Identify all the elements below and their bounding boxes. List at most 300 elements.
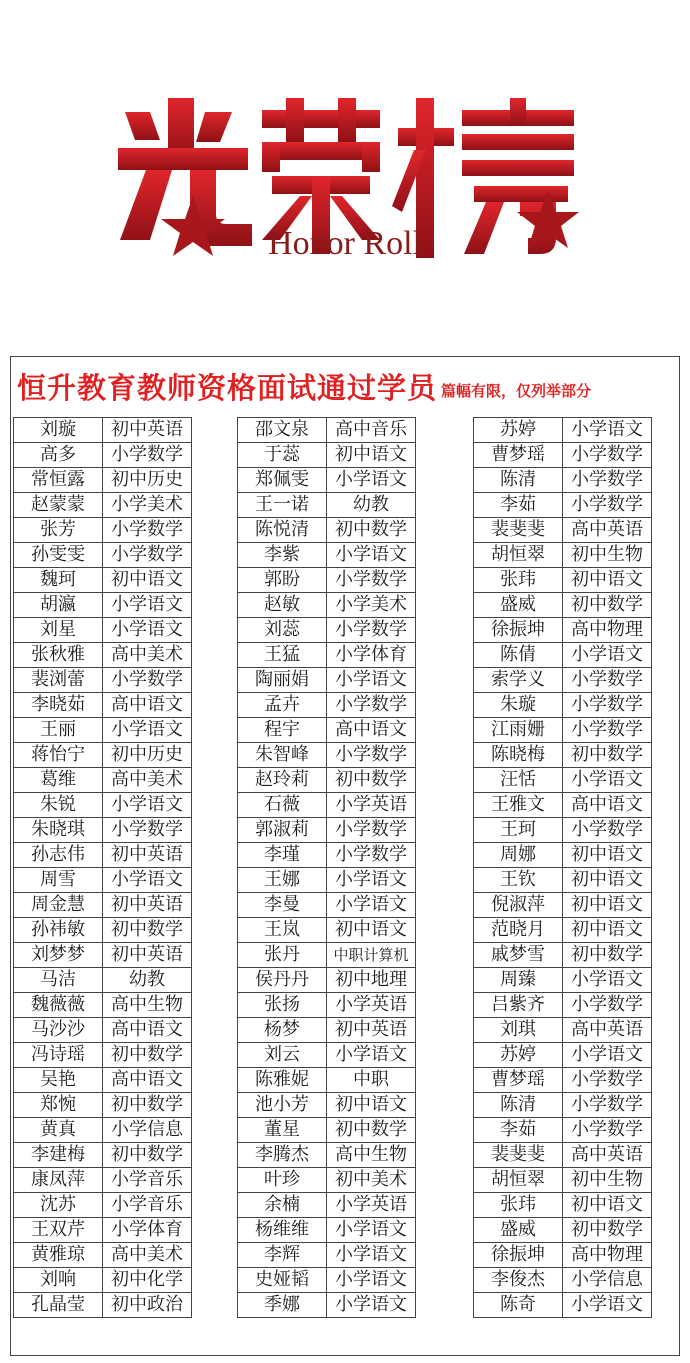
subject: 小学语文: [327, 1268, 416, 1293]
table-row: [474, 1093, 652, 1118]
board-note: 篇幅有限，仅列举部分: [441, 381, 592, 400]
student-name: 朱锐: [14, 793, 103, 818]
subject: 小学语文: [327, 1293, 416, 1318]
table-row: [474, 1218, 652, 1243]
subject: 小学英语: [327, 1193, 416, 1218]
student-name: 裴斐斐: [474, 1143, 563, 1168]
roster-table-3: [473, 417, 652, 1318]
student-name: 于蕊: [238, 443, 327, 468]
student-name: 杨梦: [238, 1018, 327, 1043]
table-row: [14, 518, 192, 543]
student-name: 侯丹丹: [238, 968, 327, 993]
student-name: 王双芹: [14, 1218, 103, 1243]
logo-subtitle: Honor Roll: [268, 225, 422, 262]
table-row: [14, 543, 192, 568]
subject: 小学音乐: [103, 1168, 192, 1193]
table-row: [14, 1043, 192, 1068]
student-name: 杨维维: [238, 1218, 327, 1243]
subject: 初中数学: [563, 743, 652, 768]
table-row: [14, 793, 192, 818]
table-row: [238, 593, 416, 618]
student-name: 蒋怡宁: [14, 743, 103, 768]
table-row: [474, 668, 652, 693]
roster-table-1: [13, 417, 192, 1318]
student-name: 陈悦清: [238, 518, 327, 543]
table-row: [238, 1068, 416, 1093]
student-name: 张秋雅: [14, 643, 103, 668]
subject: 初中数学: [103, 1093, 192, 1118]
subject: 高中语文: [563, 793, 652, 818]
subject: 小学数学: [103, 543, 192, 568]
subject: 初中数学: [103, 1043, 192, 1068]
subject: 小学语文: [327, 468, 416, 493]
subject: 初中数学: [563, 943, 652, 968]
student-name: 曹梦瑶: [474, 443, 563, 468]
subject: 高中语文: [103, 693, 192, 718]
student-name: 裴浏蕾: [14, 668, 103, 693]
table-row: [238, 1093, 416, 1118]
subject: 初中英语: [103, 418, 192, 443]
table-row: [474, 543, 652, 568]
student-name: 刘云: [238, 1043, 327, 1068]
table-row: [238, 493, 416, 518]
subject: 初中语文: [563, 918, 652, 943]
student-name: 徐振坤: [474, 1243, 563, 1268]
subject: 小学数学: [563, 668, 652, 693]
subject: 初中数学: [327, 768, 416, 793]
subject: 小学数学: [563, 1118, 652, 1143]
table-row: [474, 1018, 652, 1043]
student-name: 陈奇: [474, 1293, 563, 1318]
logo-graphic: [0, 0, 690, 330]
student-name: 盛威: [474, 1218, 563, 1243]
table-row: [14, 1293, 192, 1318]
student-name: 王岚: [238, 918, 327, 943]
student-name: 张玮: [474, 1193, 563, 1218]
table-row: [238, 418, 416, 443]
subject: 小学数学: [563, 693, 652, 718]
table-row: [238, 1043, 416, 1068]
student-name: 王钦: [474, 868, 563, 893]
table-row: [14, 693, 192, 718]
subject: 小学语文: [327, 1218, 416, 1243]
table-row: [14, 868, 192, 893]
student-name: 徐振坤: [474, 618, 563, 643]
subject: 小学语文: [327, 868, 416, 893]
student-name: 李曼: [238, 893, 327, 918]
table-row: [474, 418, 652, 443]
subject: 小学语文: [327, 543, 416, 568]
subject: 高中物理: [563, 1243, 652, 1268]
student-name: 苏婷: [474, 418, 563, 443]
table-row: [14, 668, 192, 693]
roster-table-2: [237, 417, 416, 1318]
table-row: [14, 1118, 192, 1143]
subject: 初中数学: [563, 1218, 652, 1243]
student-name: 孙志伟: [14, 843, 103, 868]
subject: 小学语文: [327, 1243, 416, 1268]
subject: 初中语文: [327, 1093, 416, 1118]
subject: 小学数学: [563, 1068, 652, 1093]
student-name: 胡瀛: [14, 593, 103, 618]
subject: 初中化学: [103, 1268, 192, 1293]
table-row: [474, 868, 652, 893]
student-name: 孙祎敏: [14, 918, 103, 943]
subject: 初中数学: [103, 1143, 192, 1168]
table-row: [238, 718, 416, 743]
subject: 小学语文: [563, 1293, 652, 1318]
student-name: 余楠: [238, 1193, 327, 1218]
table-row: [238, 1193, 416, 1218]
table-row: [14, 768, 192, 793]
subject: 小学音乐: [103, 1193, 192, 1218]
student-name: 马沙沙: [14, 1018, 103, 1043]
subject: 小学英语: [327, 993, 416, 1018]
table-row: [238, 1118, 416, 1143]
table-row: [474, 793, 652, 818]
subject: 小学数学: [327, 843, 416, 868]
table-row: [474, 993, 652, 1018]
subject: 高中英语: [563, 1018, 652, 1043]
student-name: 高多: [14, 443, 103, 468]
student-name: 石薇: [238, 793, 327, 818]
table-row: [474, 1043, 652, 1068]
subject: 初中英语: [103, 843, 192, 868]
table-row: [474, 468, 652, 493]
subject: 小学体育: [327, 643, 416, 668]
subject: 幼教: [327, 493, 416, 518]
student-name: 索学义: [474, 668, 563, 693]
student-name: 刘璇: [14, 418, 103, 443]
table-row: [14, 1168, 192, 1193]
table-row: [14, 568, 192, 593]
table-row: [474, 893, 652, 918]
table-row: [474, 718, 652, 743]
table-row: [238, 968, 416, 993]
subject: 高中音乐: [327, 418, 416, 443]
subject: 小学数学: [563, 818, 652, 843]
subject: 初中英语: [103, 893, 192, 918]
table-row: [14, 743, 192, 768]
subject: 中职: [327, 1068, 416, 1093]
student-name: 李紫: [238, 543, 327, 568]
subject: 小学数学: [563, 1093, 652, 1118]
table-row: [474, 693, 652, 718]
table-row: [14, 1143, 192, 1168]
subject: 小学语文: [563, 968, 652, 993]
table-row: [14, 893, 192, 918]
student-name: 李腾杰: [238, 1143, 327, 1168]
table-row: [14, 843, 192, 868]
table-row: [474, 1293, 652, 1318]
student-name: 倪淑萍: [474, 893, 563, 918]
subject: 小学语文: [103, 618, 192, 643]
student-name: 朱智峰: [238, 743, 327, 768]
subject: 高中英语: [563, 518, 652, 543]
student-name: 戚梦雪: [474, 943, 563, 968]
subject: 小学数学: [563, 468, 652, 493]
subject: 小学语文: [563, 418, 652, 443]
student-name: 曹梦瑶: [474, 1068, 563, 1093]
table-row: [238, 943, 416, 968]
student-name: 陈晓梅: [474, 743, 563, 768]
table-row: [14, 468, 192, 493]
table-row: [238, 568, 416, 593]
table-row: [14, 1018, 192, 1043]
subject: 高中美术: [103, 643, 192, 668]
subject: 小学数学: [103, 668, 192, 693]
table-row: [474, 743, 652, 768]
table-row: [14, 968, 192, 993]
subject: 初中政治: [103, 1293, 192, 1318]
student-name: 沈苏: [14, 1193, 103, 1218]
table-row: [474, 493, 652, 518]
student-name: 刘琪: [474, 1018, 563, 1043]
subject: 小学数学: [103, 518, 192, 543]
subject: 小学数学: [563, 493, 652, 518]
student-name: 陈倩: [474, 643, 563, 668]
table-row: [14, 1243, 192, 1268]
student-name: 冯诗瑶: [14, 1043, 103, 1068]
table-row: [238, 818, 416, 843]
table-row: [474, 918, 652, 943]
table-row: [14, 493, 192, 518]
student-name: 刘响: [14, 1268, 103, 1293]
subject: 初中生物: [563, 1168, 652, 1193]
subject: 初中历史: [103, 468, 192, 493]
table-row: [238, 768, 416, 793]
table-row: [474, 618, 652, 643]
subject: 小学数学: [327, 618, 416, 643]
table-row: [474, 843, 652, 868]
subject: 初中生物: [563, 543, 652, 568]
table-row: [14, 993, 192, 1018]
table-row: [238, 1218, 416, 1243]
student-name: 周雪: [14, 868, 103, 893]
student-name: 王珂: [474, 818, 563, 843]
student-name: 汪恬: [474, 768, 563, 793]
table-row: [238, 518, 416, 543]
subject: 小学信息: [103, 1118, 192, 1143]
student-name: 常恒露: [14, 468, 103, 493]
table-row: [238, 1018, 416, 1043]
student-name: 张玮: [474, 568, 563, 593]
student-name: 郭盼: [238, 568, 327, 593]
student-name: 朱晓琪: [14, 818, 103, 843]
table-row: [474, 1168, 652, 1193]
table-row: [238, 443, 416, 468]
table-row: [474, 768, 652, 793]
student-name: 孟卉: [238, 693, 327, 718]
table-row: [238, 543, 416, 568]
subject: 高中语文: [103, 1068, 192, 1093]
subject: 初中语文: [327, 918, 416, 943]
table-row: [14, 643, 192, 668]
subject: 初中数学: [327, 1118, 416, 1143]
subject: 初中语文: [563, 843, 652, 868]
subject: 小学语文: [563, 1043, 652, 1068]
student-name: 王猛: [238, 643, 327, 668]
subject: 初中数学: [563, 593, 652, 618]
student-name: 赵敏: [238, 593, 327, 618]
table-row: [238, 693, 416, 718]
table-row: [238, 918, 416, 943]
student-name: 康凤萍: [14, 1168, 103, 1193]
student-name: 李茹: [474, 1118, 563, 1143]
subject: 初中语文: [103, 568, 192, 593]
table-row: [474, 1268, 652, 1293]
student-name: 刘梦梦: [14, 943, 103, 968]
table-row: [474, 568, 652, 593]
student-name: 范晓月: [474, 918, 563, 943]
subject: 小学语文: [327, 668, 416, 693]
student-name: 王雅文: [474, 793, 563, 818]
table-row: [474, 968, 652, 993]
table-row: [474, 1068, 652, 1093]
student-name: 李建梅: [14, 1143, 103, 1168]
subject: 小学数学: [563, 443, 652, 468]
student-name: 葛维: [14, 768, 103, 793]
table-row: [14, 618, 192, 643]
subject: 初中历史: [103, 743, 192, 768]
subject: 小学语文: [327, 893, 416, 918]
table-row: [14, 1093, 192, 1118]
table-row: [238, 468, 416, 493]
subject: 中职计算机: [327, 943, 416, 968]
table-row: [14, 593, 192, 618]
student-name: 江雨姗: [474, 718, 563, 743]
table-row: [474, 1118, 652, 1143]
student-name: 程宇: [238, 718, 327, 743]
subject: 小学语文: [563, 643, 652, 668]
table-row: [474, 1193, 652, 1218]
subject: 小学美术: [327, 593, 416, 618]
subject: 初中语文: [563, 568, 652, 593]
student-name: 张丹: [238, 943, 327, 968]
student-name: 张扬: [238, 993, 327, 1018]
table-row: [14, 1193, 192, 1218]
subject: 小学语文: [103, 868, 192, 893]
subject: 高中美术: [103, 768, 192, 793]
student-name: 王丽: [14, 718, 103, 743]
subject: 小学信息: [563, 1268, 652, 1293]
subject: 小学美术: [103, 493, 192, 518]
student-name: 邵文泉: [238, 418, 327, 443]
student-name: 裴斐斐: [474, 518, 563, 543]
subject: 小学体育: [103, 1218, 192, 1243]
student-name: 郑佩雯: [238, 468, 327, 493]
student-name: 魏珂: [14, 568, 103, 593]
student-name: 赵蒙蒙: [14, 493, 103, 518]
student-name: 郑惋: [14, 1093, 103, 1118]
subject: 小学数学: [563, 993, 652, 1018]
subject: 幼教: [103, 968, 192, 993]
table-row: [474, 1143, 652, 1168]
subject: 初中语文: [563, 1193, 652, 1218]
student-name: 王一诺: [238, 493, 327, 518]
subject: 初中语文: [563, 893, 652, 918]
table-row: [474, 1243, 652, 1268]
table-row: [474, 593, 652, 618]
student-name: 苏婷: [474, 1043, 563, 1068]
subject: 小学数学: [103, 443, 192, 468]
student-name: 周金慧: [14, 893, 103, 918]
table-row: [238, 1143, 416, 1168]
table-row: [238, 1168, 416, 1193]
table-row: [14, 418, 192, 443]
student-name: 陈清: [474, 1093, 563, 1118]
student-name: 王娜: [238, 868, 327, 893]
student-name: 吴艳: [14, 1068, 103, 1093]
subject: 小学语文: [563, 768, 652, 793]
table-row: [14, 443, 192, 468]
table-row: [238, 668, 416, 693]
student-name: 张芳: [14, 518, 103, 543]
subject: 高中生物: [103, 993, 192, 1018]
subject: 小学数学: [327, 568, 416, 593]
student-name: 李瑾: [238, 843, 327, 868]
table-row: [238, 1243, 416, 1268]
student-name: 陈清: [474, 468, 563, 493]
subject: 小学数学: [327, 693, 416, 718]
student-name: 叶珍: [238, 1168, 327, 1193]
student-name: 周臻: [474, 968, 563, 993]
table-row: [238, 618, 416, 643]
table-row: [474, 518, 652, 543]
subject: 高中语文: [327, 718, 416, 743]
student-name: 魏薇薇: [14, 993, 103, 1018]
student-name: 史娅韬: [238, 1268, 327, 1293]
student-name: 朱璇: [474, 693, 563, 718]
subject: 初中英语: [327, 1018, 416, 1043]
student-name: 吕紫齐: [474, 993, 563, 1018]
column-1: [13, 417, 192, 1318]
honor-roll-logo: [0, 0, 690, 330]
column-2: [237, 417, 416, 1318]
subject: 高中生物: [327, 1143, 416, 1168]
table-row: [238, 993, 416, 1018]
student-name: 赵玲莉: [238, 768, 327, 793]
table-row: [238, 793, 416, 818]
table-row: [238, 1293, 416, 1318]
subject: 初中数学: [327, 518, 416, 543]
subject: 小学数学: [327, 743, 416, 768]
table-row: [14, 918, 192, 943]
student-name: 孙雯雯: [14, 543, 103, 568]
table-row: [474, 443, 652, 468]
student-name: 周娜: [474, 843, 563, 868]
table-row: [14, 818, 192, 843]
student-name: 李晓茹: [14, 693, 103, 718]
student-name: 盛威: [474, 593, 563, 618]
student-name: 董星: [238, 1118, 327, 1143]
student-name: 陈雅妮: [238, 1068, 327, 1093]
table-row: [238, 868, 416, 893]
student-name: 池小芳: [238, 1093, 327, 1118]
student-name: 马洁: [14, 968, 103, 993]
honor-board: [10, 356, 680, 1356]
subject: 小学数学: [563, 718, 652, 743]
subject: 小学英语: [327, 793, 416, 818]
subject: 初中美术: [327, 1168, 416, 1193]
table-row: [14, 1218, 192, 1243]
subject: 高中物理: [563, 618, 652, 643]
subject: 小学语文: [327, 1043, 416, 1068]
student-name: 刘星: [14, 618, 103, 643]
table-row: [14, 718, 192, 743]
board-title-bar: [11, 357, 679, 415]
table-row: [474, 818, 652, 843]
